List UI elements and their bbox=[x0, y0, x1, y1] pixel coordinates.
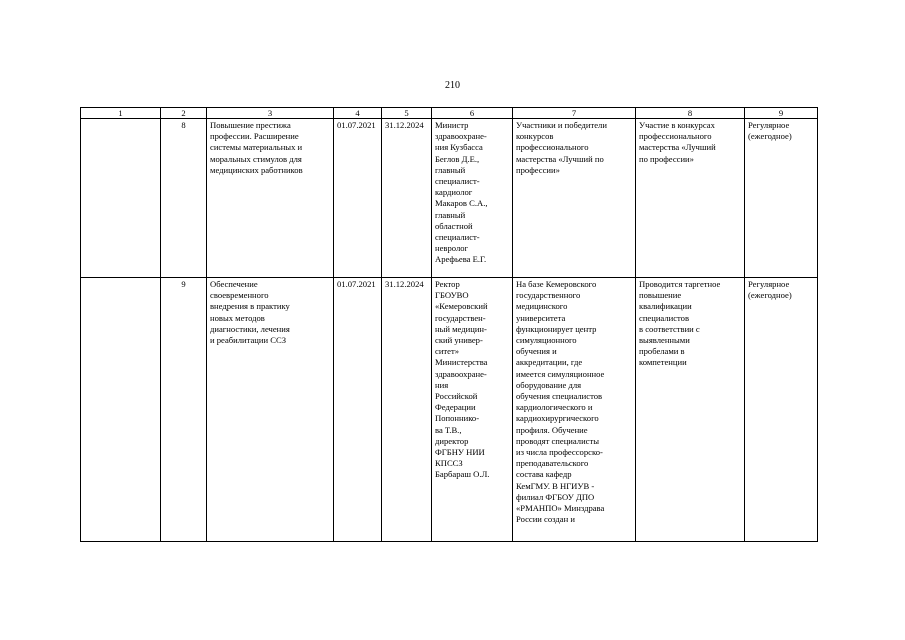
start-date: 01.07.2021 bbox=[334, 278, 382, 542]
responsible-text: Министр здравоохране- ния Кузбасса Беглов Д.Е., главный специалист- кардиолог Макаров С.А., главный областной специалист- невролог Арефьева Е.Г. bbox=[435, 120, 488, 265]
end-date: 31.12.2024 bbox=[382, 278, 432, 542]
result-cell bbox=[513, 278, 636, 542]
indicator-cell bbox=[636, 278, 745, 542]
column-header: 7 bbox=[513, 108, 636, 119]
column-header: 2 bbox=[161, 108, 207, 119]
page-number: 210 bbox=[445, 80, 460, 91]
table-row bbox=[81, 278, 818, 542]
column-header: 4 bbox=[334, 108, 382, 119]
result-cell bbox=[513, 119, 636, 278]
column-header: 3 bbox=[207, 108, 334, 119]
start-date: 01.07.2021 bbox=[334, 119, 382, 278]
frequency-text: Регулярное (ежегодное) bbox=[748, 279, 792, 301]
plan-table bbox=[80, 107, 818, 542]
indicator-text: Проводится таргетное повышение квалификации специалистов в соответствии с выявленными пробелами в компетенции bbox=[639, 279, 721, 368]
result-text: Участники и победители конкурсов профессионального мастерства «Лучший по профессии» bbox=[516, 120, 607, 175]
column-header: 9 bbox=[745, 108, 818, 119]
column-header: 1 bbox=[81, 108, 161, 119]
indicator-cell bbox=[636, 119, 745, 278]
responsible-cell bbox=[432, 119, 513, 278]
row-number: 9 bbox=[161, 278, 207, 542]
end-date: 31.12.2024 bbox=[382, 119, 432, 278]
event-text: Обеспечение своевременного внедрения в практику новых методов диагностики, лечения и реабилитации ССЗ bbox=[210, 279, 290, 346]
column-header: 6 bbox=[432, 108, 513, 119]
frequency-cell bbox=[745, 119, 818, 278]
frequency-cell bbox=[745, 278, 818, 542]
result-text: На базе Кемеровского государственного медицинского университета функционирует центр симуляционного обучения и аккредитации, где имеется симуляционное оборудование для обучения специалистов кардиологического и кардиохирургического профиля. Обучение проводят специалисты из числа профессорско- преподавательского состава кафедр КемГМУ. В НГИУВ - филиал ФГБОУ ДПО «РМАНПО» Минздрава России создан и bbox=[516, 279, 605, 525]
event-cell bbox=[207, 278, 334, 542]
frequency-text: Регулярное (ежегодное) bbox=[748, 120, 792, 142]
header-row bbox=[81, 108, 818, 119]
responsible-cell bbox=[432, 278, 513, 542]
table-row bbox=[81, 119, 818, 278]
event-cell bbox=[207, 119, 334, 278]
responsible-text: Ректор ГБОУВО «Кемеровский государствен- ный медицин- ский универ- ситет» Министерства здравоохране- ния Российской Федерации Попоннико- ва Т.В., директор ФГБНУ НИИ КПССЗ Барбараш О.Л. bbox=[435, 279, 490, 480]
event-text: Повышение престижа профессии. Расширение системы материальных и моральных стимулов для медицинских работников bbox=[210, 120, 303, 175]
empty-cell bbox=[81, 278, 161, 542]
column-header: 5 bbox=[382, 108, 432, 119]
indicator-text: Участие в конкурсах профессионального мастерства «Лучший по профессии» bbox=[639, 120, 716, 164]
column-header: 8 bbox=[636, 108, 745, 119]
empty-cell bbox=[81, 119, 161, 278]
row-number: 8 bbox=[161, 119, 207, 278]
